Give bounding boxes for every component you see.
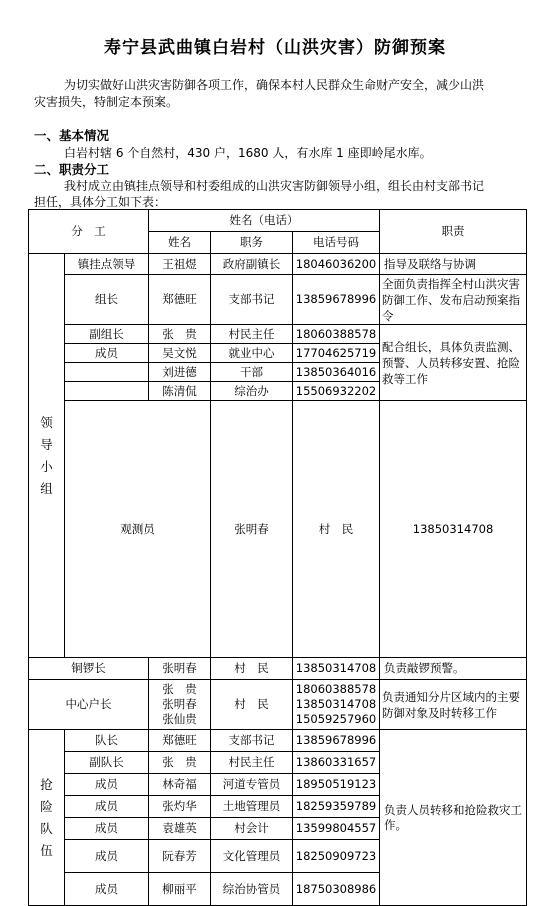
role-cell: 成员 [65, 796, 149, 818]
duty-cell: 负责通知分片区域内的主要防御对象及时转移工作 [380, 680, 527, 730]
name-cell: 林奇福 [149, 774, 211, 796]
section-1-heading: 一、基本情况 [34, 128, 110, 143]
role-cell: 成员 [65, 818, 149, 840]
table-row [29, 275, 527, 325]
role-cell: 组长 [65, 275, 149, 325]
post-cell: 土地管理员 [211, 796, 293, 818]
section-2-heading: 二、职责分工 [34, 162, 110, 177]
phone-cell: 18750308986 [293, 873, 380, 906]
section-1-text: 白岩村辖 6 个自然村，430 户，1680 人，有水库 1 座即岭尾水库。 [64, 146, 432, 160]
name-cell: 陈清侃 [149, 382, 211, 401]
post-cell: 村 民 [211, 680, 293, 730]
post-cell: 综治办 [211, 382, 293, 401]
phone-cell: 13860331657 [293, 752, 380, 774]
duty-table [28, 209, 527, 906]
phone-cell: 13850364016 [293, 363, 380, 382]
post-cell: 就业中心 [211, 344, 293, 363]
post-cell: 村民主任 [211, 325, 293, 344]
post-cell: 干部 [211, 363, 293, 382]
name-cell: 阮春芳 [149, 840, 211, 873]
phone-cell: 18046036200 [293, 254, 380, 275]
name-cell: 张 贵 [149, 752, 211, 774]
post-cell: 文化管理员 [211, 840, 293, 873]
phone-line: 13850314708 [295, 697, 377, 711]
section-2-text-line-1: 我村成立由镇挂点领导和村委组成的山洪灾害防御领导小组，组长由村支部书记 [64, 179, 485, 193]
role-cell [65, 363, 149, 382]
phone-line: 18060388578 [295, 682, 377, 696]
table-row [29, 325, 527, 344]
phone-cell: 18950519123 [293, 774, 380, 796]
phone-cell: 13859678996 [293, 730, 380, 752]
table-row [29, 730, 527, 752]
header-name-phone: 姓名（电话） [149, 210, 380, 232]
table-row [29, 254, 527, 275]
role-cell: 队长 [65, 730, 149, 752]
name-cell: 郑德旺 [149, 730, 211, 752]
table-row [29, 401, 527, 658]
post-cell: 政府副镇长 [211, 254, 293, 275]
header-name: 姓名 [149, 232, 211, 254]
post-cell: 综治协管员 [211, 873, 293, 906]
phone-cell: 13599804557 [293, 818, 380, 840]
post-cell: 村 民 [211, 658, 293, 680]
phone-cell: 17704625719 [293, 344, 380, 363]
document-title: 寿宁县武曲镇白岩村（山洪灾害）防御预案 [104, 38, 446, 58]
phone-cell: 13859678996 [293, 275, 380, 325]
phone-cell: 18250909723 [293, 840, 380, 873]
phone-cell: 13850314708 [293, 658, 380, 680]
name-cell: 张明春 [211, 401, 293, 658]
duty-cell: 负责人员转移和抢险救灾工作。 [380, 730, 527, 906]
phone-cell: 15506932202 [293, 382, 380, 401]
name-cell: 吴文悦 [149, 344, 211, 363]
name-cell: 王祖煜 [149, 254, 211, 275]
post-cell: 支部书记 [211, 275, 293, 325]
role-cell: 铜锣长 [29, 658, 149, 680]
name-line: 张仙贵 [162, 712, 197, 726]
role-cell: 副队长 [65, 752, 149, 774]
post-cell: 河道专管员 [211, 774, 293, 796]
phone-cell: 13850314708 [380, 401, 527, 658]
intro-line-2: 灾害损失，特制定本预案。 [34, 95, 179, 109]
duty-cell: 配合组长，具体负责监测、预警、人员转移安置、抢险救等工作 [380, 325, 527, 401]
role-cell [65, 382, 149, 401]
role-cell: 中心户长 [29, 680, 149, 730]
duty-cell: 负责敲锣预警。 [380, 658, 527, 680]
phones-cell [293, 680, 380, 730]
post-cell: 村民主任 [211, 752, 293, 774]
role-cell: 成员 [65, 774, 149, 796]
table-row [29, 658, 527, 680]
duty-cell: 指导及联络与协调 [380, 254, 527, 275]
name-cell: 张明春 [149, 658, 211, 680]
name-cell: 刘进德 [149, 363, 211, 382]
role-cell: 镇挂点领导 [65, 254, 149, 275]
name-line: 张 贵 [162, 682, 197, 696]
phone-line: 15059257960 [295, 712, 377, 726]
group-rescue-label: 抢险队伍 [29, 730, 65, 906]
post-cell: 村 民 [293, 401, 380, 658]
duty-cell: 全面负责指挥全村山洪灾害防御工作、发布启动预案指令 [380, 275, 527, 325]
name-cell: 柳丽平 [149, 873, 211, 906]
name-cell: 张灼华 [149, 796, 211, 818]
name-cell: 张 贵 [149, 325, 211, 344]
intro-line-1: 为切实做好山洪灾害防御各项工作，确保本村人民群众生命财产安全，减少山洪 [64, 78, 485, 92]
role-cell: 观测员 [65, 401, 211, 658]
header-duty: 职责 [380, 210, 527, 254]
role-cell: 副组长 [65, 325, 149, 344]
name-cell: 郑德旺 [149, 275, 211, 325]
table-row [29, 680, 527, 730]
header-phone: 电话号码 [293, 232, 380, 254]
phone-cell: 18060388578 [293, 325, 380, 344]
names-cell [149, 680, 211, 730]
role-cell: 成员 [65, 840, 149, 873]
name-line: 张明春 [162, 697, 197, 711]
role-cell: 成员 [65, 873, 149, 906]
post-cell: 支部书记 [211, 730, 293, 752]
header-post: 职务 [211, 232, 293, 254]
phone-cell: 18259359789 [293, 796, 380, 818]
post-cell: 村会计 [211, 818, 293, 840]
group-leader-label: 领导小组 [29, 254, 65, 658]
name-cell: 袁雄英 [149, 818, 211, 840]
header-division: 分 工 [29, 210, 149, 254]
section-2-text-line-2: 担任，具体分工如下表： [34, 195, 167, 209]
role-cell: 成员 [65, 344, 149, 363]
